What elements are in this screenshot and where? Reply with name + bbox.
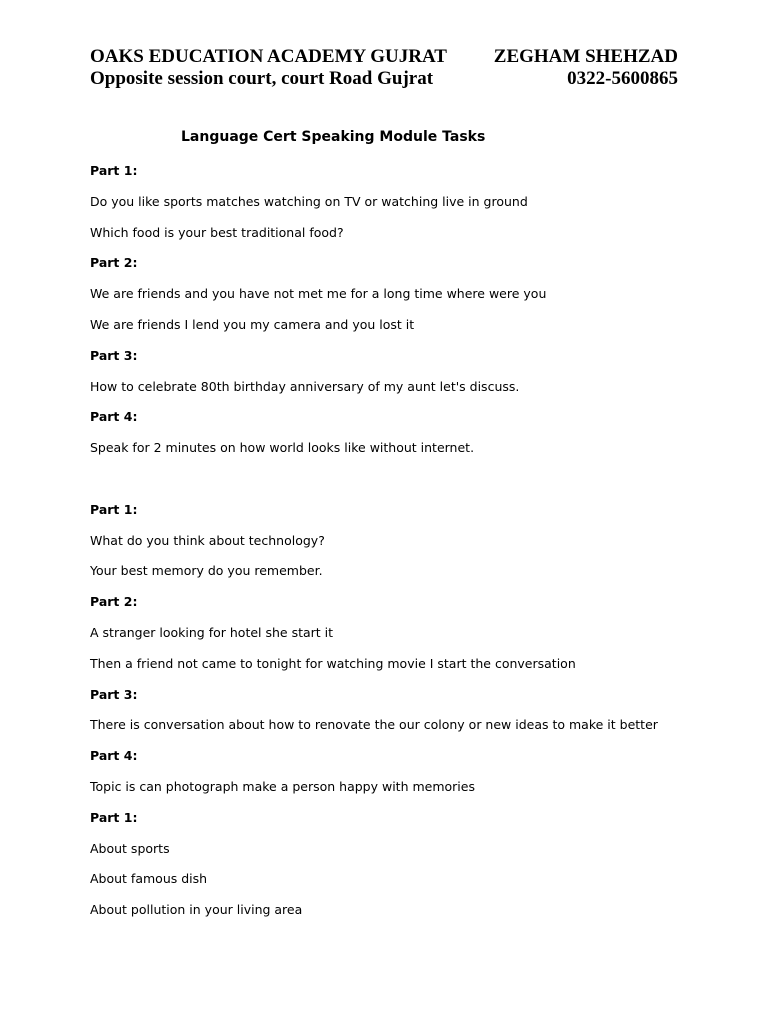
task-line: About sports xyxy=(90,840,170,856)
header-row-2 xyxy=(90,68,678,90)
document-header xyxy=(90,46,678,90)
task-line: About pollution in your living area xyxy=(90,902,303,918)
part-heading: Part 1: xyxy=(90,501,138,517)
task-line: What do you think about technology? xyxy=(90,532,325,548)
phone-number: 0322-5600865 xyxy=(567,68,678,89)
person-name: ZEGHAM SHEHZAD xyxy=(493,46,678,67)
academy-address: Opposite session court, court Road Gujrat xyxy=(90,68,434,89)
part-heading: Part 1: xyxy=(90,163,138,178)
task-list xyxy=(90,161,710,931)
academy-name: OAKS EDUCATION ACADEMY GUJRAT xyxy=(90,46,447,67)
task-line: Then a friend not came to tonight for watching movie I start the conversation xyxy=(90,655,576,671)
part-heading: Part 2: xyxy=(90,255,138,271)
task-line: We are friends and you have not met me for a long time where were you xyxy=(90,286,547,302)
task-line: There is conversation about how to renovate the our colony or new ideas to make it better xyxy=(90,717,658,733)
task-line: Speak for 2 minutes on how world looks like without internet. xyxy=(90,440,475,456)
header-row-1 xyxy=(90,46,678,68)
task-line: Your best memory do you remember. xyxy=(90,563,323,579)
task-line: About famous dish xyxy=(90,871,208,887)
part-heading: Part 4: xyxy=(90,748,138,764)
part-heading: Part 1: xyxy=(90,809,138,825)
task-line: Do you like sports matches watching on TV or watching live in ground xyxy=(90,193,528,209)
task-line: A stranger looking for hotel she start it xyxy=(90,624,334,640)
task-line: Topic is can photograph make a person happy with memories xyxy=(90,778,475,794)
section-gap xyxy=(90,469,710,500)
part-heading: Part 4: xyxy=(90,409,138,425)
part-heading: Part 2: xyxy=(90,594,138,610)
task-line: Which food is your best traditional food? xyxy=(90,224,344,240)
part-heading: Part 3: xyxy=(90,686,138,702)
part-heading: Part 3: xyxy=(90,347,138,363)
task-line: How to celebrate 80th birthday anniversary of my aunt let's discuss. xyxy=(90,378,520,394)
task-line: We are friends I lend you my camera and you lost it xyxy=(90,316,415,332)
page-title: Language Cert Speaking Module Tasks xyxy=(181,129,486,145)
